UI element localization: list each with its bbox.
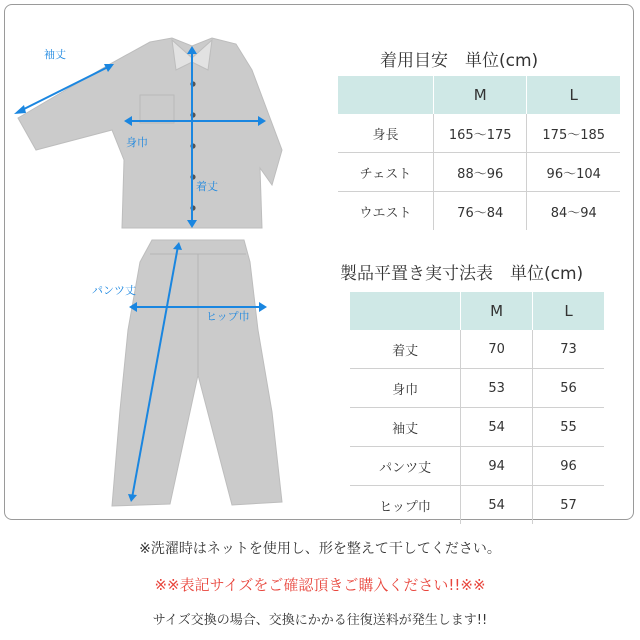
confirm-size-note: ※※表記サイズをご確認頂きご購入ください!!※※	[154, 576, 486, 594]
value-l: 55	[533, 408, 604, 447]
row-label: 身巾	[350, 369, 461, 408]
table1-header-empty	[338, 76, 433, 114]
table2-title: 製品平置き実寸法表 単位(cm)	[340, 264, 584, 284]
table-row	[338, 192, 620, 231]
row-label: 身長	[338, 114, 433, 153]
pants-length-label: パンツ丈	[92, 284, 136, 297]
table1-title: 着用目安 単位(cm)	[380, 51, 539, 71]
wearing-guide-table	[338, 76, 620, 230]
row-label: 袖丈	[350, 408, 461, 447]
value-m: 54	[461, 486, 533, 525]
table-row	[338, 153, 620, 192]
value-l: 57	[533, 486, 604, 525]
table-row	[338, 114, 620, 153]
wash-note: ※洗濯時はネットを使用し、形を整えて干してください。	[139, 541, 501, 557]
value-l: 175～185	[542, 127, 606, 143]
flat-measurement-table	[350, 292, 604, 524]
pajama-illustration	[0, 0, 340, 520]
value-m: 54	[461, 408, 533, 447]
length-label: 着丈	[196, 180, 218, 193]
value-l: 96～104	[527, 153, 620, 192]
row-label: パンツ丈	[350, 447, 461, 486]
row-label: 着丈	[350, 330, 461, 369]
table-row	[350, 369, 604, 408]
value-l: 96	[533, 447, 604, 486]
value-m: 94	[461, 447, 533, 486]
value-m: 165～175	[433, 114, 527, 153]
table1-header-l: L	[527, 76, 620, 114]
shirt-illustration	[18, 38, 282, 228]
table1-header-m: M	[433, 76, 527, 114]
value-m: 88～96	[433, 153, 527, 192]
shipping-note: サイズ交換の場合、交換にかかる往復送料が発生します!!	[152, 613, 488, 628]
value-m: 70	[461, 330, 533, 369]
table2-header-l: L	[533, 292, 604, 330]
value-l: 56	[533, 369, 604, 408]
width-label: 身巾	[126, 136, 148, 149]
hip-width-label: ヒップ巾	[206, 310, 250, 323]
value-l: 73	[560, 341, 577, 357]
table2-header-empty	[350, 292, 461, 330]
value-m: 53	[461, 369, 533, 408]
sleeve-label: 袖丈	[44, 48, 66, 61]
table-row	[350, 447, 604, 486]
table-row	[350, 486, 604, 525]
table-row	[350, 408, 604, 447]
table-row	[350, 330, 604, 369]
row-label: チェスト	[338, 153, 433, 192]
row-label: ウエスト	[338, 192, 433, 231]
value-l: 84～94	[527, 192, 620, 231]
row-label: ヒップ巾	[350, 486, 461, 525]
table2-header-m: M	[461, 292, 533, 330]
value-m: 76～84	[433, 192, 527, 231]
